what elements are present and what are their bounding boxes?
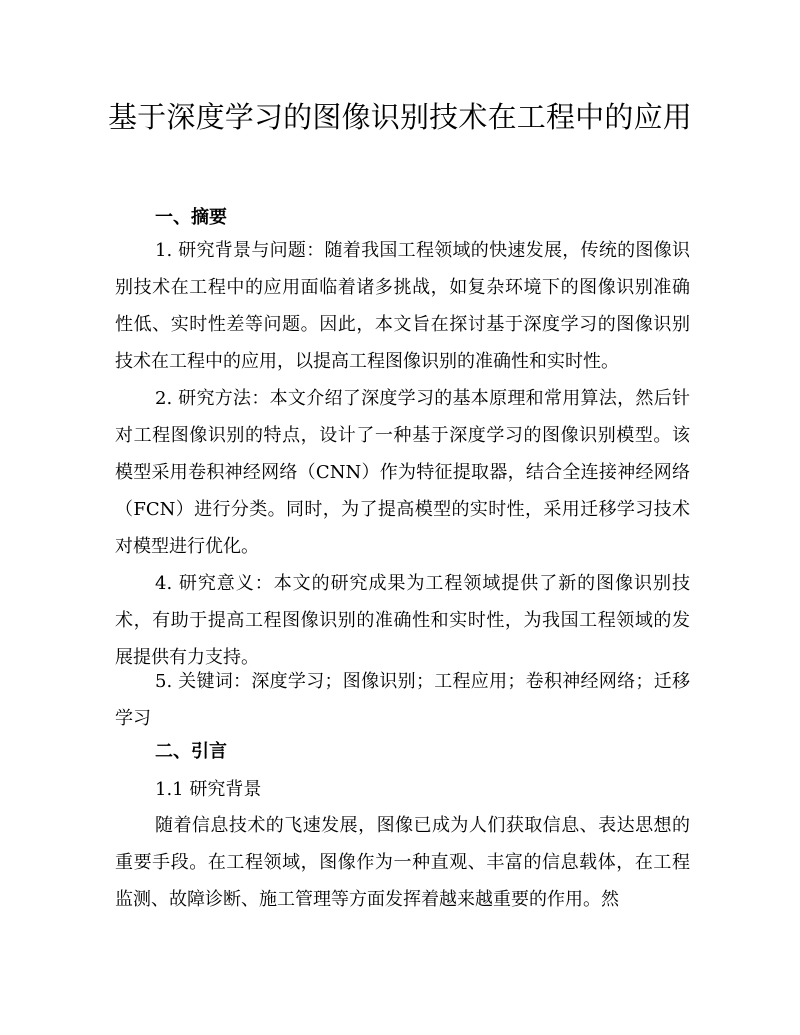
section-heading-abstract: 一、摘要 — [155, 207, 227, 228]
abstract-paragraph-background: 1. 研究背景与问题：随着我国工程领域的快速发展，传统的图像识别技术在工程中的应用面临着诸多挑战，如复杂环境下的图像识别准确性低、实时性差等问题。因此，本文旨在探讨基于深度学习的图像识别技术在工程中的应用，以提高工程图像识别的准确性和实时性。 — [115, 240, 690, 372]
abstract-paragraph-keywords: 5. 关键词：深度学习；图像识别；工程应用；卷积神经网络；迁移学习 — [115, 671, 690, 729]
introduction-paragraph: 随着信息技术的飞速发展，图像已成为人们获取信息、表达思想的重要手段。在工程领域，图像作为一种直观、丰富的信息载体，在工程监测、故障诊断、施工管理等方面发挥着越来越重要的作用。然 — [115, 815, 690, 910]
page-title: 基于深度学习的图像识别技术在工程中的应用 — [107, 100, 692, 134]
abstract-paragraph-methods: 2. 研究方法：本文介绍了深度学习的基本原理和常用算法，然后针对工程图像识别的特点，设计了一种基于深度学习的图像识别模型。该模型采用卷积神经网络（CNN）作为特征提取器，结合全连接神经网络（FCN）进行分类。同时，为了提高模型的实时性，采用迁移学习技术对模型进行优化。 — [115, 388, 690, 557]
abstract-paragraph-significance: 4. 研究意义：本文的研究成果为工程领域提供了新的图像识别技术，有助于提高工程图像识别的准确性和实时性，为我国工程领域的发展提供有力支持。 — [115, 573, 690, 668]
section-heading-introduction: 二、引言 — [155, 741, 227, 762]
subsection-heading-background: 1.1 研究背景 — [155, 779, 262, 800]
